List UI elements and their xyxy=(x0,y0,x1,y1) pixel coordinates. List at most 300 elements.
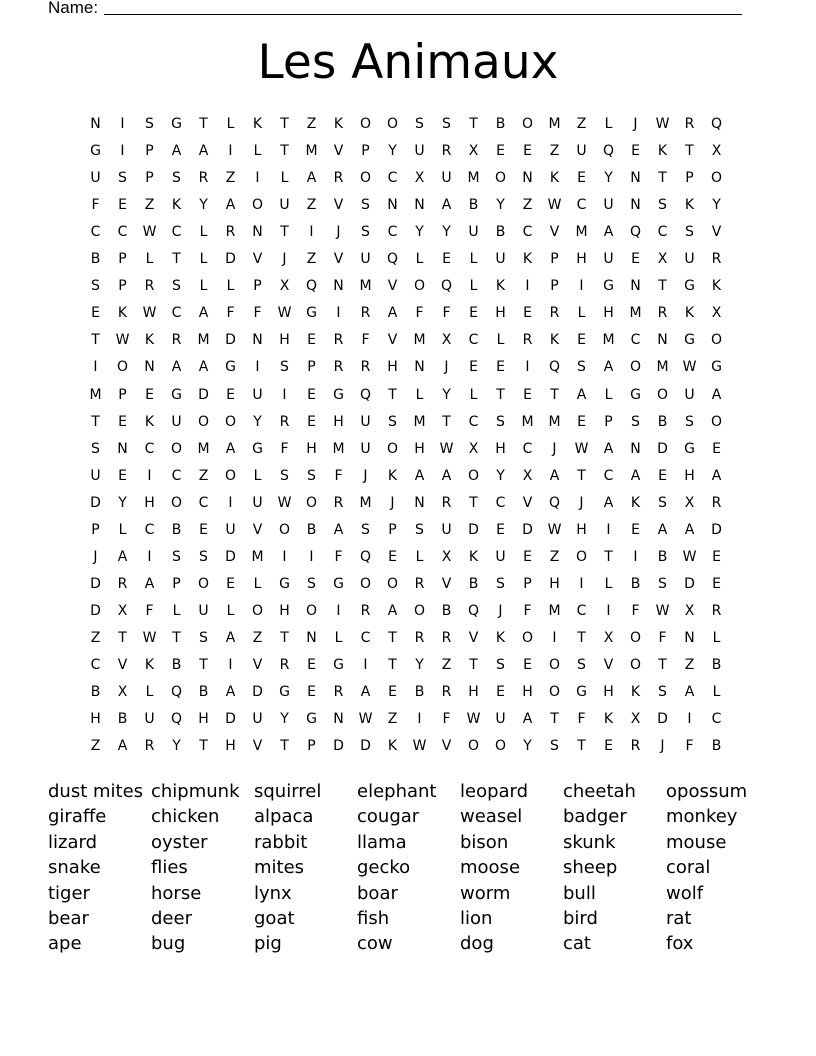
grid-letter: Y xyxy=(118,494,127,511)
grid-letter: S xyxy=(361,224,370,241)
grid-letter: I xyxy=(228,657,233,673)
grid-letter: M xyxy=(251,548,264,565)
grid-letter: X xyxy=(684,602,695,619)
grid-letter: R xyxy=(279,657,290,673)
grid-letter: N xyxy=(333,278,344,295)
grid-letter: S xyxy=(685,413,694,430)
grid-letter: P xyxy=(145,143,154,160)
grid-letter: Z xyxy=(306,116,317,132)
grid-letter: N xyxy=(522,170,533,187)
word-list-item: oyster xyxy=(151,831,208,853)
grid-letter: E xyxy=(307,332,316,349)
grid-letter: E xyxy=(118,467,127,484)
grid-letter: A xyxy=(306,170,317,187)
grid-letter: M xyxy=(602,332,615,349)
grid-letter: P xyxy=(388,521,397,538)
word-column xyxy=(357,779,460,957)
grid-letter: A xyxy=(684,684,695,701)
grid-letter: L xyxy=(145,684,154,701)
grid-letter: G xyxy=(333,575,344,592)
grid-letter: F xyxy=(685,738,694,755)
grid-letter: J xyxy=(552,440,557,457)
grid-letter: T xyxy=(388,629,397,646)
grid-row xyxy=(82,571,731,598)
grid-letter: E xyxy=(199,521,208,538)
grid-letter: Q xyxy=(170,711,183,728)
grid-letter: V xyxy=(711,224,722,241)
grid-letter: L xyxy=(415,251,424,268)
grid-letter: E xyxy=(226,575,235,592)
grid-row xyxy=(82,517,731,544)
word-column xyxy=(151,779,254,957)
grid-letter: N xyxy=(333,711,344,728)
word-list-item: rabbit xyxy=(254,831,308,853)
grid-letter: O xyxy=(467,467,480,484)
grid-letter: R xyxy=(360,359,371,376)
grid-letter: Q xyxy=(359,386,372,403)
grid-letter: T xyxy=(577,467,586,484)
grid-letter: M xyxy=(467,170,480,187)
grid-letter: Q xyxy=(467,602,480,619)
grid-letter: J xyxy=(336,224,341,241)
grid-letter: R xyxy=(549,305,560,322)
grid-letter: O xyxy=(575,548,588,565)
grid-letter: E xyxy=(307,657,316,673)
grid-letter: W xyxy=(142,224,157,241)
grid-letter: I xyxy=(255,170,260,187)
grid-letter: Y xyxy=(496,467,505,484)
grid-letter: B xyxy=(198,684,209,701)
grid-letter: N xyxy=(657,332,668,349)
grid-letter: O xyxy=(710,413,723,430)
grid-letter: V xyxy=(603,657,614,673)
grid-letter: X xyxy=(522,467,533,484)
grid-letter: X xyxy=(414,170,425,187)
grid-letter: L xyxy=(415,548,424,565)
word-list-item: goat xyxy=(254,907,295,929)
grid-letter: N xyxy=(387,197,398,214)
grid-letter: D xyxy=(360,738,371,755)
grid-letter: J xyxy=(633,116,638,132)
grid-letter: T xyxy=(658,657,667,673)
grid-letter: H xyxy=(144,494,155,511)
grid-letter: R xyxy=(684,116,695,132)
grid-letter: O xyxy=(116,359,129,376)
grid-letter: V xyxy=(522,494,533,511)
grid-letter: U xyxy=(495,711,506,728)
grid-letter: S xyxy=(91,278,100,295)
grid-letter: Q xyxy=(629,224,642,241)
grid-letter: O xyxy=(224,467,237,484)
grid-letter: B xyxy=(495,116,506,132)
grid-letter: L xyxy=(496,332,505,349)
grid-letter: T xyxy=(280,224,289,241)
grid-letter: E xyxy=(631,143,640,160)
grid-letter: Z xyxy=(306,251,317,268)
grid-letter: F xyxy=(631,602,640,619)
grid-letter: K xyxy=(333,116,344,132)
grid-letter: E xyxy=(91,305,100,322)
grid-letter: I xyxy=(93,359,98,376)
grid-letter: G xyxy=(279,684,290,701)
grid-letter: Y xyxy=(199,197,208,214)
grid-letter: L xyxy=(199,224,208,241)
grid-letter: R xyxy=(522,332,533,349)
grid-letter: L xyxy=(712,629,721,646)
grid-letter: Y xyxy=(496,197,505,214)
grid-letter: R xyxy=(144,738,155,755)
grid-letter: G xyxy=(630,386,641,403)
word-list-item: worm xyxy=(460,882,511,904)
grid-letter: R xyxy=(630,738,641,755)
grid-letter: V xyxy=(252,521,263,538)
word-list-item: gecko xyxy=(357,857,411,879)
grid-letter: N xyxy=(252,332,263,349)
grid-letter: U xyxy=(360,413,371,430)
grid-letter: U xyxy=(441,521,452,538)
grid-letter: O xyxy=(305,494,318,511)
grid-letter: I xyxy=(579,278,584,295)
grid-letter: O xyxy=(467,738,480,755)
grid-letter: Z xyxy=(576,116,587,132)
grid-letter: T xyxy=(469,494,478,511)
grid-row xyxy=(82,436,731,463)
grid-letter: C xyxy=(468,332,479,349)
grid-letter: A xyxy=(603,224,614,241)
grid-letter: E xyxy=(118,197,127,214)
grid-letter: A xyxy=(198,143,209,160)
grid-letter: U xyxy=(603,197,614,214)
grid-letter: C xyxy=(657,224,668,241)
grid-letter: U xyxy=(90,467,101,484)
grid-letter: Q xyxy=(548,359,561,376)
grid-letter: Z xyxy=(306,197,317,214)
grid-letter: Y xyxy=(388,143,397,160)
grid-letter: A xyxy=(576,386,587,403)
grid-letter: S xyxy=(172,170,181,187)
grid-row xyxy=(82,273,731,300)
grid-letter: O xyxy=(224,413,237,430)
grid-letter: O xyxy=(359,116,372,132)
grid-letter: H xyxy=(603,305,614,322)
grid-letter: A xyxy=(441,467,452,484)
grid-letter: G xyxy=(684,278,695,295)
grid-letter: H xyxy=(576,251,587,268)
word-list-item: bull xyxy=(563,882,596,904)
grid-letter: A xyxy=(711,467,722,484)
grid-letter: L xyxy=(172,602,181,619)
grid-letter: S xyxy=(658,575,667,592)
grid-letter: X xyxy=(441,332,452,349)
grid-letter: D xyxy=(225,711,236,728)
grid-letter: H xyxy=(279,332,290,349)
grid-letter: G xyxy=(333,657,344,673)
word-list-item: chipmunk xyxy=(151,781,240,802)
grid-letter: S xyxy=(91,440,100,457)
grid-letter: D xyxy=(333,738,344,755)
grid-letter: O xyxy=(170,494,183,511)
grid-letter: T xyxy=(280,116,289,132)
grid-letter: A xyxy=(603,440,614,457)
grid-letter: U xyxy=(198,602,209,619)
grid-letter: R xyxy=(441,684,452,701)
grid-letter: C xyxy=(522,440,533,457)
grid-row xyxy=(82,544,731,571)
grid-letter: K xyxy=(657,143,668,160)
grid-letter: C xyxy=(522,224,533,241)
grid-letter: O xyxy=(305,602,318,619)
grid-letter: K xyxy=(630,684,641,701)
grid-letter: O xyxy=(386,116,399,132)
grid-letter: C xyxy=(171,467,182,484)
grid-letter: K xyxy=(117,305,128,322)
grid-letter: H xyxy=(495,440,506,457)
grid-letter: E xyxy=(496,684,505,701)
word-list-item: alpaca xyxy=(254,806,314,828)
grid-letter: C xyxy=(90,224,101,241)
grid-letter: O xyxy=(413,278,426,295)
grid-letter: Q xyxy=(710,116,723,132)
grid-letter: T xyxy=(172,251,181,268)
word-column xyxy=(460,779,563,957)
word-list-item: bird xyxy=(563,907,598,929)
grid-letter: E xyxy=(523,386,532,403)
grid-letter: D xyxy=(90,575,101,592)
grid-letter: I xyxy=(282,548,287,565)
grid-letter: A xyxy=(387,305,398,322)
grid-letter: V xyxy=(441,738,452,755)
grid-letter: A xyxy=(684,521,695,538)
grid-letter: F xyxy=(280,440,289,457)
grid-letter: S xyxy=(658,197,667,214)
grid-letter: C xyxy=(171,305,182,322)
grid-letter: N xyxy=(117,440,128,457)
grid-letter: Y xyxy=(712,197,721,214)
grid-letter: H xyxy=(684,467,695,484)
grid-letter: N xyxy=(414,494,425,511)
word-list-item: flies xyxy=(151,857,188,879)
grid-letter: A xyxy=(198,305,209,322)
grid-letter: R xyxy=(360,305,371,322)
grid-letter: A xyxy=(630,467,641,484)
grid-letter: S xyxy=(442,116,451,132)
grid-letter: Y xyxy=(415,224,424,241)
grid-letter: G xyxy=(306,305,317,322)
grid-letter: I xyxy=(228,143,233,160)
name-label: Name: xyxy=(48,0,99,17)
grid-letter: U xyxy=(360,440,371,457)
grid-letter: L xyxy=(712,684,721,701)
grid-letter: F xyxy=(91,197,100,214)
grid-letter: B xyxy=(90,251,101,268)
grid-letter: I xyxy=(579,575,584,592)
grid-letter: O xyxy=(278,521,291,538)
word-list-item: fox xyxy=(666,933,694,955)
grid-letter: I xyxy=(255,359,260,376)
grid-letter: N xyxy=(684,629,695,646)
grid-letter: G xyxy=(171,116,182,132)
grid-letter: W xyxy=(142,305,157,322)
grid-letter: C xyxy=(630,332,641,349)
grid-letter: V xyxy=(333,197,344,214)
grid-letter: E xyxy=(118,413,127,430)
grid-letter: V xyxy=(252,738,263,755)
grid-letter: L xyxy=(199,251,208,268)
grid-letter: R xyxy=(117,575,128,592)
grid-letter: J xyxy=(93,548,98,565)
grid-letter: A xyxy=(711,386,722,403)
word-list-item: bear xyxy=(48,907,89,929)
grid-letter: Z xyxy=(198,467,209,484)
grid-letter: X xyxy=(468,440,479,457)
grid-letter: M xyxy=(413,413,426,430)
grid-row xyxy=(82,246,731,273)
word-list-item: squirrel xyxy=(254,781,322,802)
grid-letter: X xyxy=(468,143,479,160)
word-list-item: wolf xyxy=(666,882,704,904)
grid-letter: K xyxy=(684,197,695,214)
grid-letter: F xyxy=(334,467,343,484)
word-list-item: dust mites xyxy=(48,781,144,802)
grid-row xyxy=(82,733,731,760)
grid-letter: I xyxy=(633,548,638,565)
grid-letter: N xyxy=(630,197,641,214)
grid-letter: O xyxy=(656,386,669,403)
grid-letter: E xyxy=(712,575,721,592)
grid-letter: A xyxy=(225,629,236,646)
grid-letter: Z xyxy=(90,629,101,646)
grid-letter: I xyxy=(363,657,368,673)
grid-letter: Y xyxy=(280,711,289,728)
grid-letter: U xyxy=(684,251,695,268)
grid-letter: V xyxy=(252,657,263,673)
grid-letter: T xyxy=(550,386,559,403)
grid-letter: L xyxy=(253,143,262,160)
grid-row xyxy=(82,219,731,246)
grid-letter: S xyxy=(361,197,370,214)
grid-letter: L xyxy=(604,386,613,403)
grid-letter: S xyxy=(172,548,181,565)
grid-letter: Z xyxy=(684,657,695,673)
word-list-item: deer xyxy=(151,907,192,929)
grid-row xyxy=(82,138,731,165)
grid-letter: X xyxy=(657,251,668,268)
grid-letter: T xyxy=(685,143,694,160)
grid-letter: G xyxy=(684,332,695,349)
grid-letter: E xyxy=(442,251,451,268)
grid-letter: E xyxy=(496,143,505,160)
grid-letter: C xyxy=(144,521,155,538)
grid-letter: E xyxy=(226,386,235,403)
grid-letter: O xyxy=(197,575,210,592)
grid-letter: E xyxy=(631,521,640,538)
grid-letter: E xyxy=(469,305,478,322)
grid-letter: K xyxy=(252,116,263,132)
grid-letter: E xyxy=(631,251,640,268)
grid-letter: C xyxy=(576,602,587,619)
word-list-item: sheep xyxy=(563,857,618,879)
grid-letter: U xyxy=(360,251,371,268)
word-list-item: cougar xyxy=(357,806,420,828)
grid-letter: T xyxy=(577,738,586,755)
grid-letter: M xyxy=(89,386,102,403)
grid-letter: J xyxy=(498,602,503,619)
grid-letter: X xyxy=(117,602,128,619)
grid-letter: B xyxy=(711,738,722,755)
word-list-item: leopard xyxy=(460,781,529,802)
word-list-item: elephant xyxy=(357,781,437,802)
grid-letter: X xyxy=(603,629,614,646)
grid-letter: L xyxy=(469,278,478,295)
grid-letter: J xyxy=(579,494,584,511)
grid-letter: F xyxy=(658,629,667,646)
grid-letter: D xyxy=(711,521,722,538)
grid-letter: K xyxy=(171,197,182,214)
grid-letter: H xyxy=(225,738,236,755)
grid-letter: O xyxy=(359,170,372,187)
word-list-item: giraffe xyxy=(48,806,107,828)
grid-letter: R xyxy=(414,629,425,646)
grid-letter: K xyxy=(495,278,506,295)
word-column xyxy=(666,779,769,957)
grid-letter: H xyxy=(522,684,533,701)
grid-letter: P xyxy=(118,251,127,268)
page-title: Les Animaux xyxy=(257,35,559,90)
grid-letter: U xyxy=(468,224,479,241)
grid-letter: X xyxy=(630,711,641,728)
grid-letter: L xyxy=(226,116,235,132)
grid-letter: U xyxy=(603,251,614,268)
word-list-item: badger xyxy=(563,806,627,828)
grid-letter: T xyxy=(280,738,289,755)
grid-letter: U xyxy=(576,143,587,160)
grid-letter: W xyxy=(277,305,292,322)
grid-letter: Z xyxy=(144,197,155,214)
grid-letter: A xyxy=(360,684,371,701)
grid-row xyxy=(82,192,731,219)
grid-letter: O xyxy=(251,197,264,214)
grid-letter: P xyxy=(604,413,613,430)
grid-letter: C xyxy=(171,224,182,241)
grid-letter: B xyxy=(711,657,722,673)
word-list-item: skunk xyxy=(563,831,616,853)
grid-letter: A xyxy=(333,521,344,538)
grid-letter: G xyxy=(252,440,263,457)
grid-letter: B xyxy=(468,197,479,214)
grid-row xyxy=(82,111,731,138)
grid-letter: V xyxy=(117,657,128,673)
grid-letter: T xyxy=(91,332,100,349)
grid-letter: M xyxy=(548,116,561,132)
grid-letter: U xyxy=(225,521,236,538)
word-list-item: lynx xyxy=(254,882,292,904)
grid-letter: W xyxy=(358,711,373,728)
grid-letter: P xyxy=(361,143,370,160)
grid-letter: E xyxy=(577,413,586,430)
grid-letter: J xyxy=(390,494,395,511)
word-list-item: rat xyxy=(666,907,692,929)
grid-letter: O xyxy=(386,440,399,457)
grid-letter: D xyxy=(657,440,668,457)
grid-letter: O xyxy=(359,575,372,592)
grid-letter: S xyxy=(415,521,424,538)
grid-letter: K xyxy=(468,548,479,565)
grid-letter: T xyxy=(280,143,289,160)
grid-letter: U xyxy=(171,413,182,430)
grid-letter: O xyxy=(197,413,210,430)
grid-letter: A xyxy=(657,521,668,538)
grid-letter: L xyxy=(469,386,478,403)
